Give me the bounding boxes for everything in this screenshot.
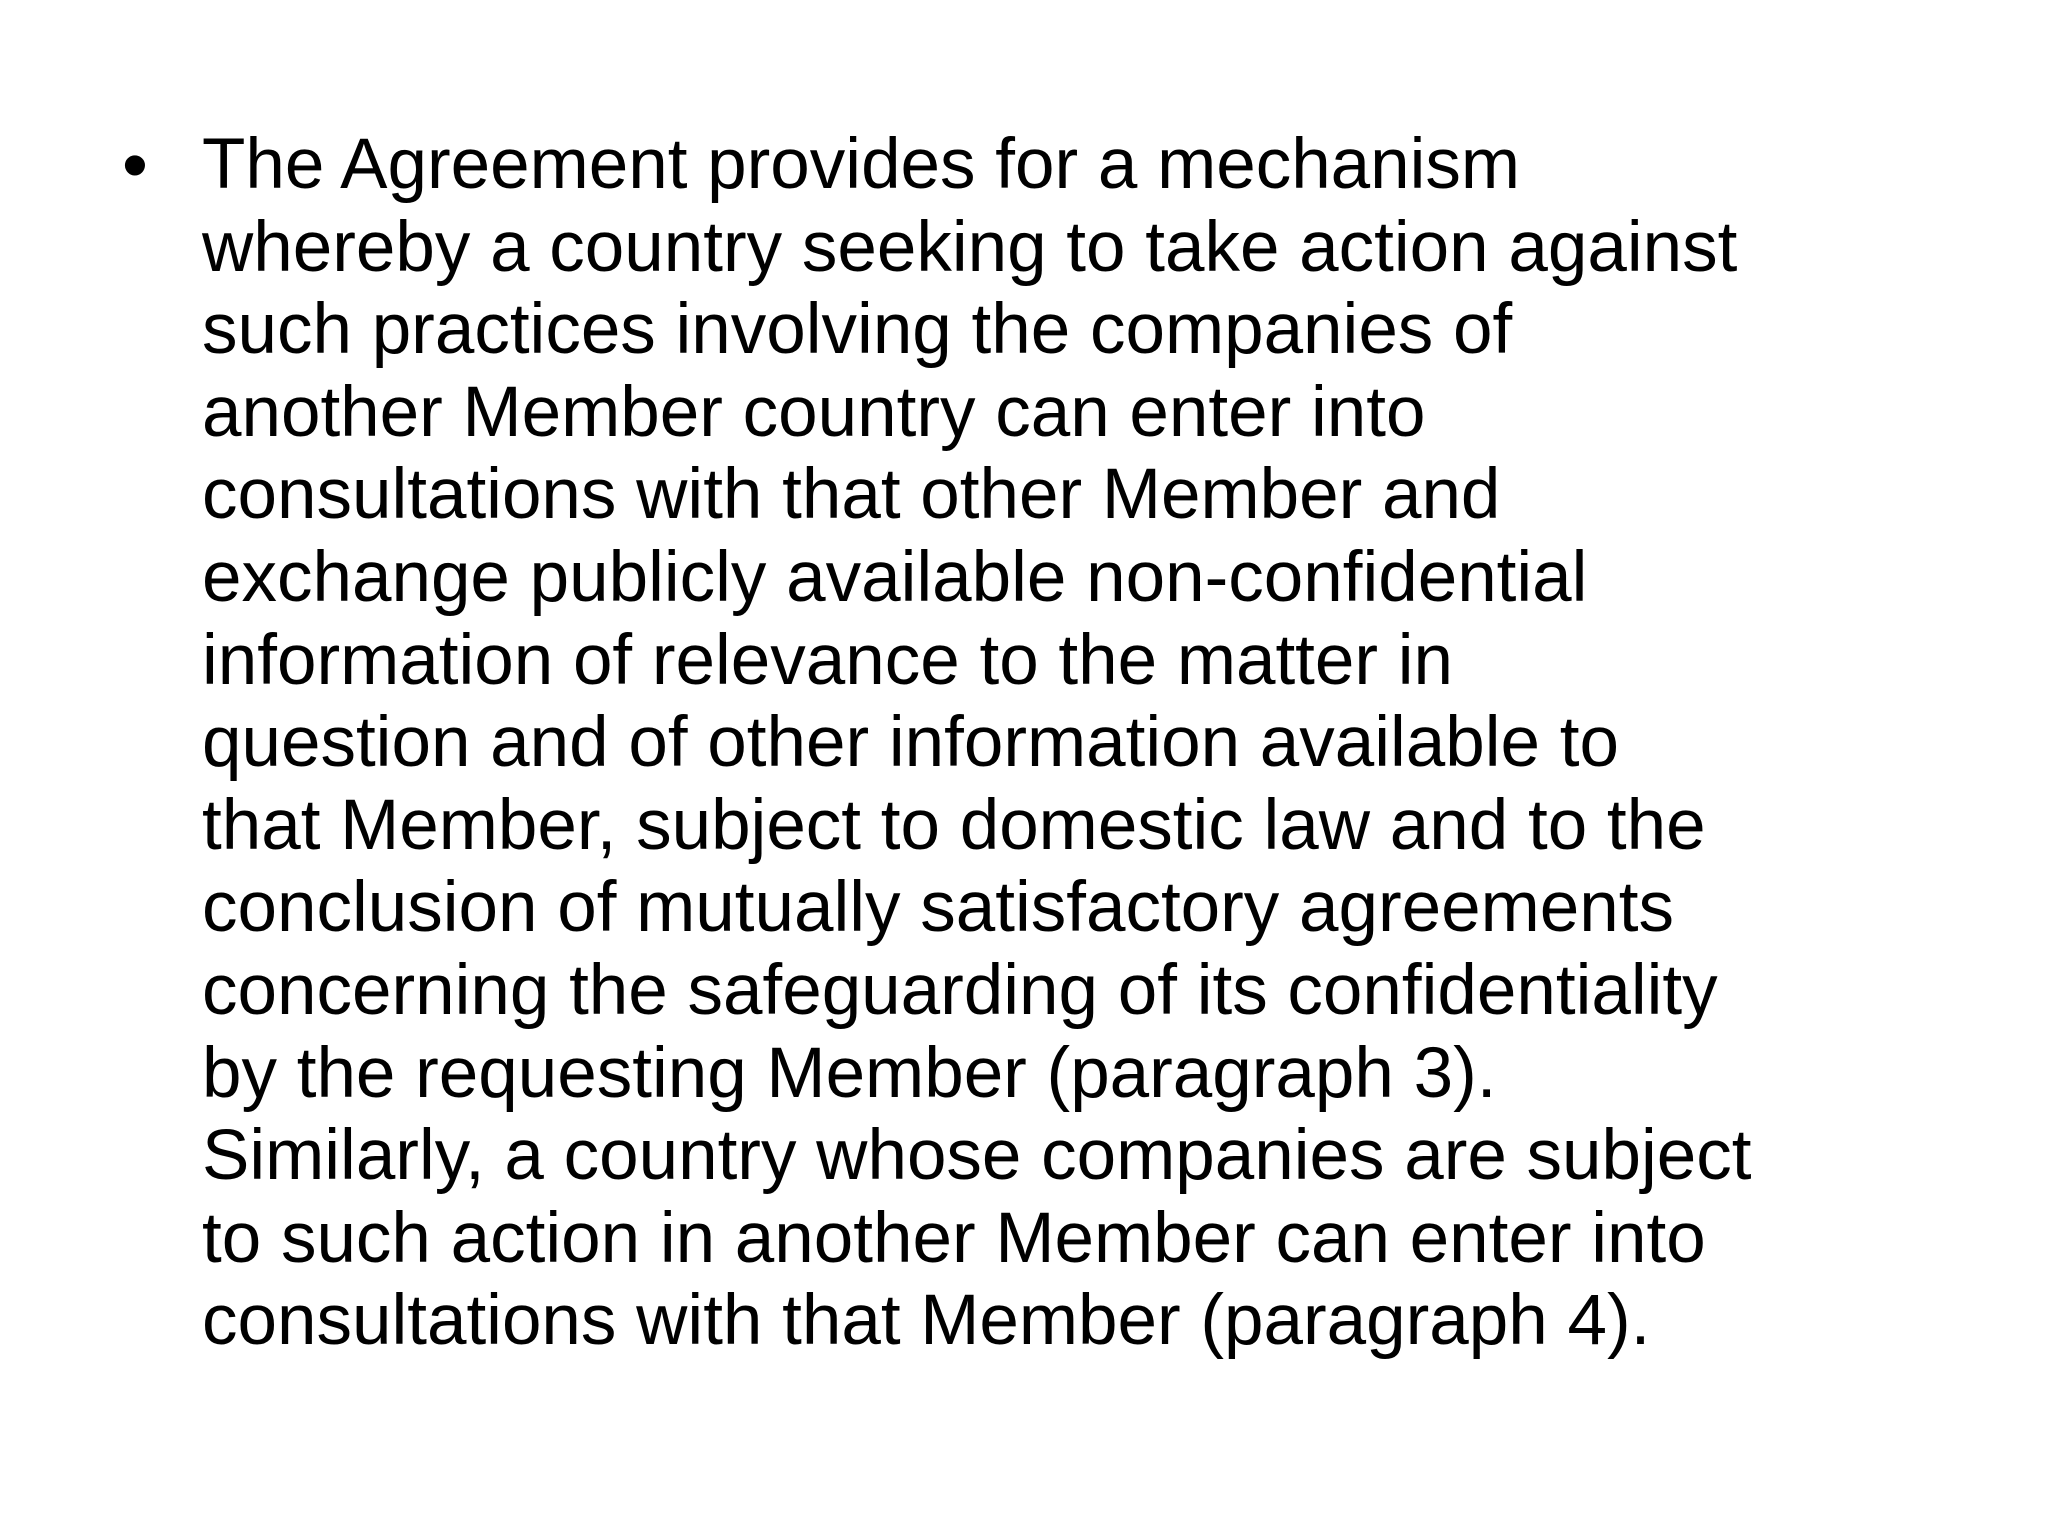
- text-line: by the requesting Member (paragraph 3).: [202, 1033, 1497, 1113]
- text-line: to such action in another Member can enter into: [202, 1198, 1706, 1278]
- text-line: whereby a country seeking to take action against: [202, 207, 1738, 287]
- bullet-icon: •: [122, 123, 148, 206]
- bullet-item: [112, 124, 1942, 1363]
- text-line: consultations with that other Member and: [202, 455, 1501, 535]
- text-line: that Member, subject to domestic law and to the: [202, 785, 1706, 865]
- text-line: consultations with that Member (paragraph 4).: [202, 1281, 1651, 1361]
- text-line: information of relevance to the matter in: [202, 620, 1454, 700]
- text-line: conclusion of mutually satisfactory agreements: [202, 868, 1674, 948]
- text-line: question and of other information available to: [202, 703, 1619, 783]
- text-line: such practices involving the companies of: [202, 290, 1513, 370]
- text-line: Similarly, a country whose companies are subject: [202, 1116, 1752, 1196]
- text-line: concerning the safeguarding of its confidentiality: [202, 950, 1718, 1030]
- bullet-text: [202, 124, 1942, 1363]
- slide-content: [112, 124, 1942, 1363]
- text-line: another Member country can enter into: [202, 372, 1426, 452]
- text-line: The Agreement provides for a mechanism: [202, 125, 1521, 204]
- text-line: exchange publicly available non-confidential: [202, 537, 1588, 617]
